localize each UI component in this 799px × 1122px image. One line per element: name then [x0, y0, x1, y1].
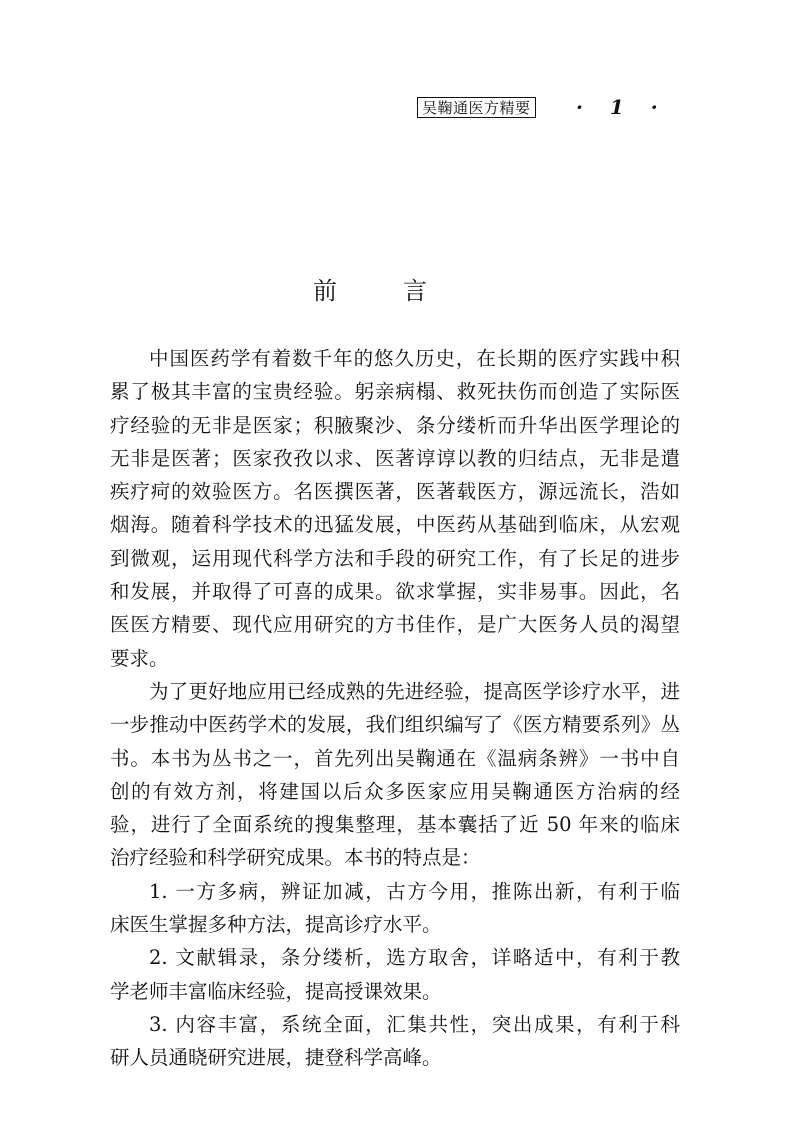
text-line: 到微观，运用现代科学方法和手段的研究工作，有了长足的进步	[110, 546, 680, 570]
list-item-3-continuation: 研人员通晓研究进展，捷登科学高峰。	[110, 1046, 442, 1070]
text-line: 治疗经验和科学研究成果。本书的特点是：	[110, 846, 481, 870]
text-line: 书。本书为丛书之一，首先列出吴鞠通在《温病条辨》一书中自	[110, 746, 680, 770]
list-item-3-line: 3. 内容丰富，系统全面，汇集共性，突出成果，有利于科	[149, 1012, 680, 1036]
text-line: 创的有效方剂，将建国以后众多医家应用吴鞠通医方治病的经	[110, 779, 680, 803]
page-number: · 1 ·	[576, 95, 668, 119]
text-line: 烟海。随着科学技术的迅猛发展，中医药从基础到临床，从宏观	[110, 513, 680, 537]
text-line: 一步推动中医药学术的发展，我们组织编写了《医方精要系列》丛	[110, 713, 680, 737]
section-title: 前言	[313, 277, 493, 305]
list-item-2-line: 2. 文献辑录，条分缕析，选方取舍，详略适中，有利于教	[149, 946, 680, 970]
text-line: 和发展，并取得了可喜的成果。欲求掌握，实非易事。因此，名	[110, 580, 680, 604]
body-text	[110, 342, 680, 1075]
text-line: 中国医药学有着数千年的悠久历史，在长期的医疗实践中积	[149, 347, 680, 370]
text-line: 无非是医著；医家孜孜以求、医著谆谆以教的归结点，无非是遣	[110, 446, 680, 470]
text-line: 医医方精要、现代应用研究的方书佳作，是广大医务人员的渴望	[110, 613, 680, 637]
text-line: 要求。	[110, 646, 169, 670]
book-title-box: 吴鞠通医方精要	[417, 97, 536, 118]
text-line: 累了极其丰富的宝贵经验。躬亲病榻、救死扶伤而创造了实际医	[110, 380, 680, 404]
text-line: 验，进行了全面系统的搜集整理，基本囊括了近 50 年来的临床	[110, 813, 680, 837]
text-line: 疗经验的无非是医家；积腋聚沙、条分缕析而升华出医学理论的	[110, 413, 680, 437]
list-item-2-continuation: 学老师丰富临床经验，提高授课效果。	[110, 979, 442, 1003]
running-head	[417, 96, 536, 119]
text-line: 为了更好地应用已经成熟的先进经验，提高医学诊疗水平，进	[149, 679, 680, 703]
list-item-1-continuation: 床医生掌握多种方法，提高诊疗水平。	[110, 913, 442, 937]
list-item-1-line: 1. 一方多病，辨证加减，古方今用，推陈出新，有利于临	[149, 879, 680, 903]
text-line: 疾疗疴的效验医方。名医撰医著，医著载医方，源远流长，浩如	[110, 480, 680, 504]
